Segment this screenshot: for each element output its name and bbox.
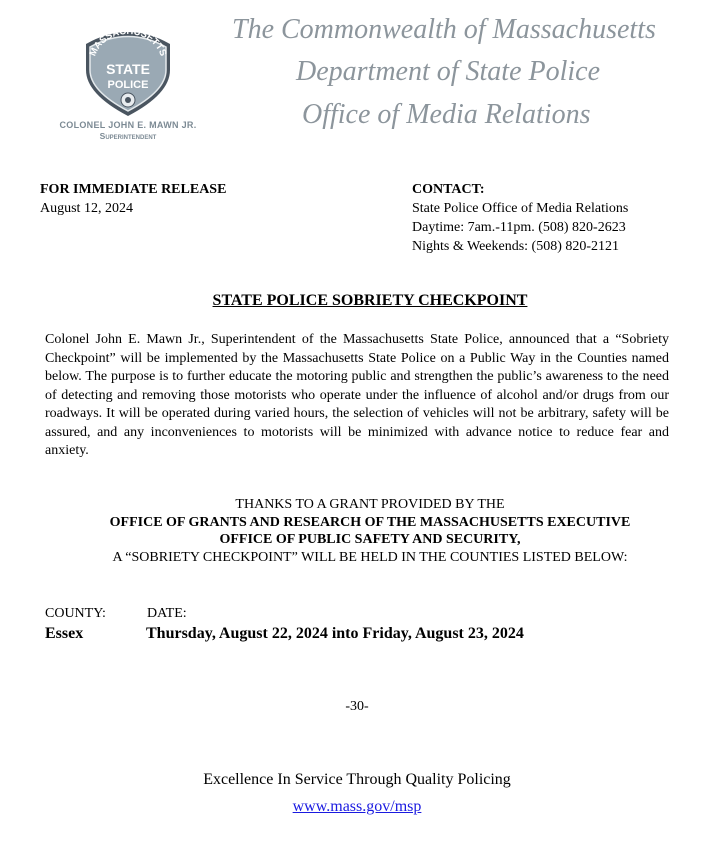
grant-notice bbox=[44, 496, 696, 566]
header-department: Department of State Police bbox=[296, 56, 601, 87]
badge-middle-text: STATE bbox=[106, 61, 150, 77]
county-label: COUNTY: bbox=[45, 606, 106, 621]
grant-line-1: THANKS TO A GRANT PROVIDED BY THE bbox=[235, 497, 505, 512]
website-link[interactable]: www.mass.gov/msp bbox=[292, 798, 422, 815]
contact-block bbox=[412, 180, 628, 256]
header-commonwealth: The Commonwealth of Massachusetts bbox=[232, 14, 656, 45]
release-heading: FOR IMMEDIATE RELEASE bbox=[40, 182, 227, 197]
end-mark: -30- bbox=[345, 699, 369, 714]
state-police-badge-logo bbox=[80, 24, 176, 120]
seal-icon bbox=[121, 93, 135, 107]
footer-motto: Excellence In Service Through Quality Policing bbox=[203, 771, 511, 788]
contact-office: State Police Office of Media Relations bbox=[412, 201, 629, 216]
grant-line-2: OFFICE OF GRANTS AND RESEARCH OF THE MASSACHUSETTS EXECUTIVE bbox=[109, 514, 631, 530]
grant-line-4: A “SOBRIETY CHECKPOINT” WILL BE HELD IN THE COUNTIES LISTED BELOW: bbox=[112, 549, 628, 565]
contact-nights: Nights & Weekends: (508) 820-2121 bbox=[412, 239, 620, 254]
header-office: Office of Media Relations bbox=[302, 99, 591, 130]
chief-name: COLONEL JOHN E. MAWN JR. bbox=[59, 120, 197, 130]
badge-top-text: MASSACHUSETTS bbox=[87, 25, 169, 58]
chief-title: Superintendent bbox=[99, 131, 157, 141]
date-label: DATE: bbox=[147, 606, 187, 621]
county-value: Essex bbox=[45, 625, 84, 642]
grant-line-3: OFFICE OF PUBLIC SAFETY AND SECURITY, bbox=[219, 532, 521, 547]
contact-daytime: Daytime: 7am.-11pm. (508) 820-2623 bbox=[412, 220, 626, 235]
document-title: STATE POLICE SOBRIETY CHECKPOINT bbox=[212, 292, 528, 309]
date-value: Thursday, August 22, 2024 into Friday, August 23, 2024 bbox=[146, 625, 524, 642]
body-paragraph: Colonel John E. Mawn Jr., Superintendent of the Massachusetts State Police, announced that a “Sobriety Checkpoint” will be implemented by the Massachusetts State Police on a Public Way in the Counties named below. The purpose is to further educate the motoring public and strengthen the public’s awareness to the need of detecting and removing those motorists who operate under the influence of alcohol and/or drugs from our roadways. It will be operated during varied hours, the selection of vehicles will not be arbitrary, safety will be assured, and any inconveniences to motorists will be minimized with advance notice to reduce fear and anxiety. bbox=[45, 332, 669, 458]
badge-bottom-text: POLICE bbox=[107, 79, 149, 91]
release-date: August 12, 2024 bbox=[40, 201, 133, 216]
contact-heading: CONTACT: bbox=[412, 182, 485, 197]
